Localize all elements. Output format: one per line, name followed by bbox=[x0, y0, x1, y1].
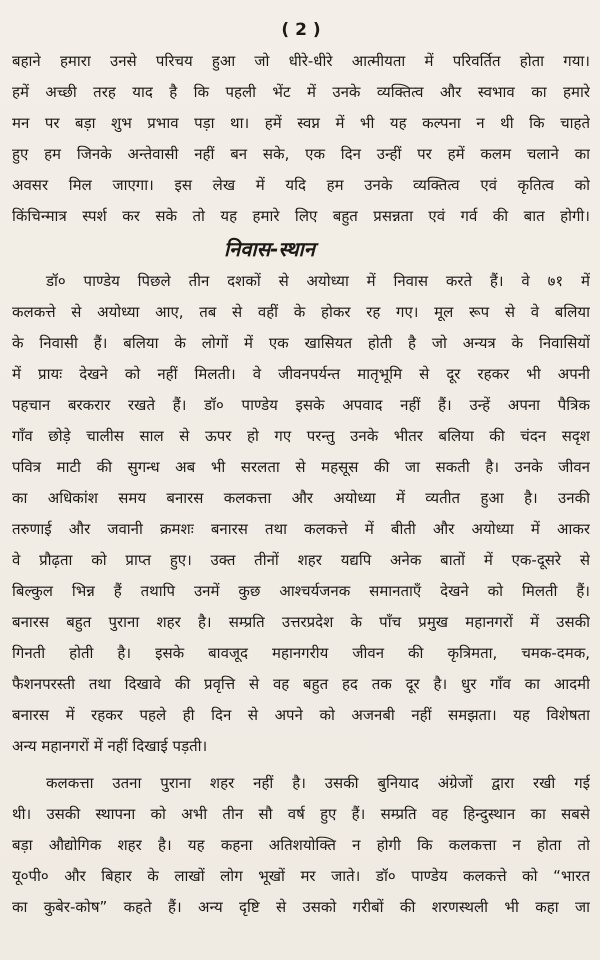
paragraph-3 bbox=[12, 768, 590, 923]
text-line: फैशनपरस्ती तथा दिखावे की प्रवृत्ति से वह बहुत हद तक दूर है। धुर गाँव का आदमी bbox=[12, 675, 590, 693]
text-line: में प्रायः देखने को नहीं मिलती। वे जीवनपर्यन्त मातृभूमि से दूर रहकर भी अपनी bbox=[12, 365, 590, 383]
section-heading: निवास-स्थान bbox=[224, 237, 315, 261]
text-line: किंचिन्मात्र स्पर्श कर सके तो यह हमारे लिए बहुत प्रसन्नता एवं गर्व की बात होगी। bbox=[12, 207, 590, 225]
text-line: थी। उसकी स्थापना को अभी तीन सौ वर्ष हुए हैं। सम्प्रति वह हिन्दुस्थान का सबसे bbox=[12, 805, 590, 823]
text-line: अवसर मिल जाएगा। इस लेख में यदि हम उनके व्यक्तित्व एवं कृतित्व को bbox=[12, 176, 590, 194]
text-line: गाँव छोड़े चालीस साल से ऊपर हो गए परन्तु उनके भीतर बलिया की चंदन सदृश bbox=[12, 427, 590, 445]
text-line: बहाने हमारा उनसे परिचय हुआ जो धीरे-धीरे आत्मीयता में परिवर्तित होता गया। bbox=[12, 52, 590, 70]
text-line: डॉ० पाण्डेय पिछले तीन दशकों से अयोध्या में निवास करते हैं। वे ७१ में bbox=[46, 272, 590, 290]
text-line: यू०पी० और बिहार के लाखों लोग भूखों मर जाते। डॉ० पाण्डेय कलकत्ते को “भारत bbox=[12, 867, 590, 885]
text-line: के निवासी हैं। बलिया के लोगों में एक खासियत होती है जो अन्यत्र के निवासियों bbox=[12, 334, 590, 352]
text-line: का कुबेर-कोष” कहते हैं। अन्य दृष्टि से उसको गरीबों की शरणस्थली भी कहा जा bbox=[12, 898, 590, 916]
text-line: बिल्कुल भिन्न हैं तथापि उनमें कुछ आश्चर्यजनक समानताएँ देखने को मिलती हैं। bbox=[12, 582, 590, 600]
paragraph-1 bbox=[12, 46, 590, 232]
text-line: कलकत्ता उतना पुराना शहर नहीं है। उसकी बुनियाद अंग्रेजों द्वारा रखी गई bbox=[46, 774, 590, 792]
text-line: हुए हम जिनके अन्तेवासी नहीं बन सके, एक दिन उन्हीं पर हमें कलम चलाने का bbox=[12, 145, 590, 163]
text-line: का अधिकांश समय बनारस कलकत्ता और अयोध्या में व्यतीत हुआ है। उनकी bbox=[12, 489, 590, 507]
text-line: बड़ा औद्योगिक शहर है। यह कहना अतिशयोक्ति न होगी कि कलकत्ता न होता तो bbox=[12, 836, 590, 854]
page-number: ( 2 ) bbox=[281, 20, 321, 40]
text-line: कलकत्ते से अयोध्या आए, तब से वहीं के होकर रह गए। मूल रूप से वे बलिया bbox=[12, 303, 590, 321]
text-line: बनारस में रहकर पहले ही दिन से अपने को अजनबी नहीं समझता। यह विशेषता bbox=[12, 706, 590, 724]
text-line: अन्य महानगरों में नहीं दिखाई पड़ती। bbox=[12, 737, 208, 755]
paragraph-2 bbox=[12, 266, 590, 762]
text-line: हमें अच्छी तरह याद है कि पहली भेंट में उनके व्यक्तित्व और स्वभाव का हमारे bbox=[12, 83, 590, 101]
text-line: पवित्र माटी की सुगन्ध अब भी सरलता से महसूस की जा सकती है। उनके जीवन bbox=[12, 458, 590, 476]
text-line: गिनती होती है। इसके बावजूद महानगरीय जीवन की कृत्रिमता, चमक-दमक, bbox=[12, 644, 590, 662]
text-line: तरुणाई और जवानी क्रमशः बनारस तथा कलकत्ते में बीती और अयोध्या में आकर bbox=[12, 520, 590, 538]
text-line: मन पर बड़ा शुभ प्रभाव पड़ा था। हमें स्वप्न में भी यह कल्पना न थी कि चाहते bbox=[12, 114, 590, 132]
text-line: बनारस बहुत पुराना शहर है। सम्प्रति उत्तरप्रदेश के पाँच प्रमुख महानगरों में उसकी bbox=[12, 613, 590, 631]
text-line: वे प्रौढ़ता को प्राप्त हुए। उक्त तीनों शहर यद्यपि अनेक बातों में एक-दूसरे से bbox=[12, 551, 590, 569]
text-line: पहचान बरकरार रखते हैं। डॉ० पाण्डेय इसके अपवाद नहीं हैं। उन्हें अपना पैत्रिक bbox=[12, 396, 590, 414]
